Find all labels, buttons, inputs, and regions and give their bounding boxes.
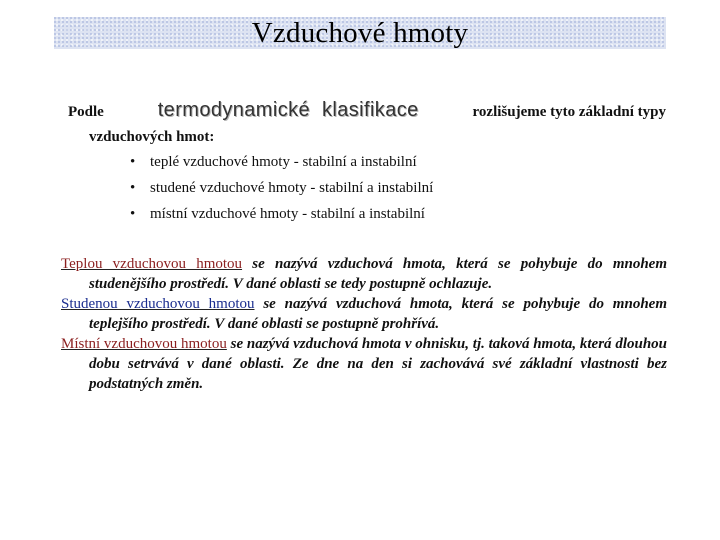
- list-item-text: studené vzduchové hmoty - stabilní a instabilní: [150, 180, 434, 196]
- definition-local: [61, 334, 667, 394]
- definitions: [61, 254, 667, 394]
- intro-rest: rozlišujeme tyto základní typy: [472, 104, 666, 120]
- bullet-icon: •: [130, 180, 136, 196]
- title-bar: [54, 17, 666, 49]
- list-item-text: teplé vzduchové hmoty - stabilní a instabilní: [150, 154, 417, 170]
- term-warm-air-mass: Teplou vzduchovou hmotou: [61, 256, 243, 272]
- definition-text: se nazývá vzduchová hmota, která se pohybuje do mnohem studenějšího prostředí. V dané oblasti se tedy postupně ochlazuje.: [89, 256, 667, 292]
- bullet-icon: •: [130, 206, 136, 222]
- intro-paragraph: [68, 99, 666, 148]
- list-item: [130, 149, 433, 175]
- term-cold-air-mass: Studenou vzduchovou hmotou: [61, 296, 255, 312]
- bullet-icon: •: [130, 154, 136, 170]
- list-item: [130, 201, 433, 227]
- definition-warm: [61, 254, 667, 294]
- intro-line-1: [68, 99, 666, 123]
- intro-lead: Podle: [68, 104, 104, 120]
- list-item: [130, 175, 433, 201]
- list-item-text: místní vzduchové hmoty - stabilní a instabilní: [150, 206, 425, 222]
- page-title: Vzduchové hmoty: [251, 17, 469, 49]
- definition-text: se nazývá vzduchová hmota v ohnisku, tj. taková hmota, která dlouhou dobu setrvává v dané oblasti. Ze dne na den si zachovává své základní vlastnosti bez podstatných změn.: [89, 336, 668, 392]
- term-local-air-mass: Místní vzduchovou hmotou: [61, 336, 227, 352]
- bullet-list: [130, 149, 433, 227]
- definition-cold: [61, 294, 667, 334]
- definition-text: se nazývá vzduchová hmota, která se pohybuje do mnohem teplejšího prostředí. V dané oblasti se postupně prohřívá.: [89, 296, 667, 332]
- intro-term: termodynamické klasifikace: [157, 99, 419, 121]
- intro-line-2: vzduchových hmot:: [89, 129, 215, 145]
